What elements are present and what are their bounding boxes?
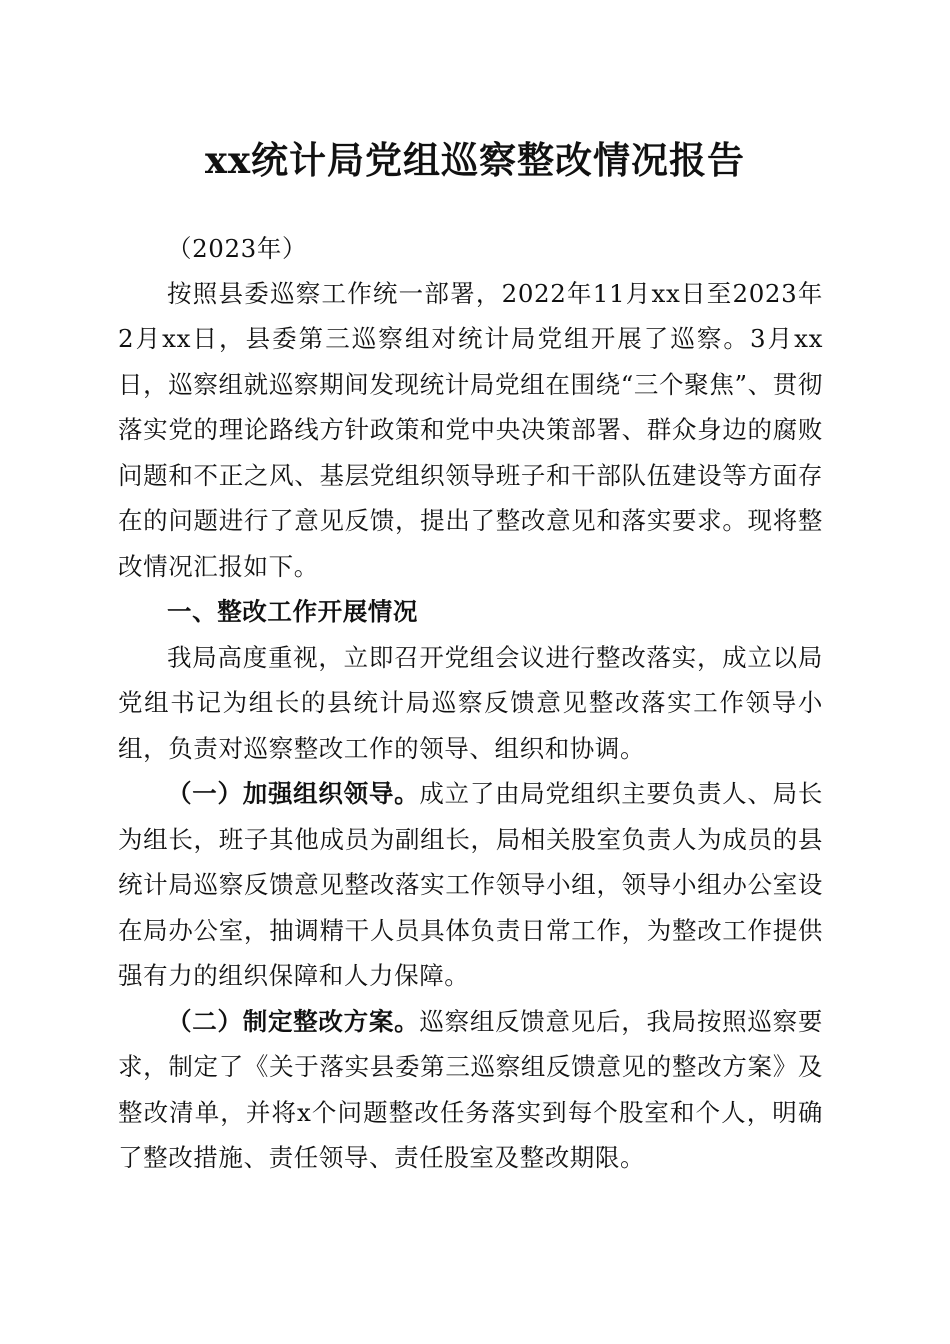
document-title: xx统计局党组巡察整改情况报告 bbox=[204, 138, 746, 182]
report-year: （2023年） bbox=[167, 234, 308, 263]
item-organization bbox=[118, 771, 823, 999]
item-plan-text: 巡察组反馈意见后，我局按照巡察要求，制定了《关于落实县委第三巡察组反馈意见的整改方案》及整改清单，并将x个问题整改任务落实到每个股室和个人，明确了整改措施、责任领导、责任股室及整改期限。 bbox=[118, 1006, 823, 1172]
item-plan bbox=[118, 999, 823, 1181]
section-heading: 一、整改工作开展情况 bbox=[167, 597, 418, 626]
document-body bbox=[118, 226, 823, 1181]
item-organization-lead: （一）加强组织领导。 bbox=[167, 779, 420, 808]
item-organization-text: 成立了由局党组织主要负责人、局长为组长，班子其他成员为副组长，局相关股室负责人为成员的县统计局巡察反馈意见整改落实工作领导小组，领导小组办公室设在局办公室，抽调精干人员具体负责日常工作，为整改工作提供强有力的组织保障和人力保障。 bbox=[118, 779, 823, 990]
section-paragraph: 我局高度重视，立即召开党组会议进行整改落实，成立以局党组书记为组长的县统计局巡察反馈意见整改落实工作领导小组，负责对巡察整改工作的领导、组织和协调。 bbox=[118, 642, 823, 763]
intro-paragraph: 按照县委巡察工作统一部署，2022年11月xx日至2023年2月xx日，县委第三巡察组对统计局党组开展了巡察。3月xx日，巡察组就巡察期间发现统计局党组在围绕“三个聚焦”、贯彻落实党的理论路线方针政策和党中央决策部署、群众身边的腐败问题和不正之风、基层党组织领导班子和干部队伍建设等方面存在的问题进行了意见反馈，提出了整改意见和落实要求。现将整改情况汇报如下。 bbox=[118, 278, 823, 581]
item-plan-lead: （二）制定整改方案。 bbox=[167, 1006, 420, 1036]
